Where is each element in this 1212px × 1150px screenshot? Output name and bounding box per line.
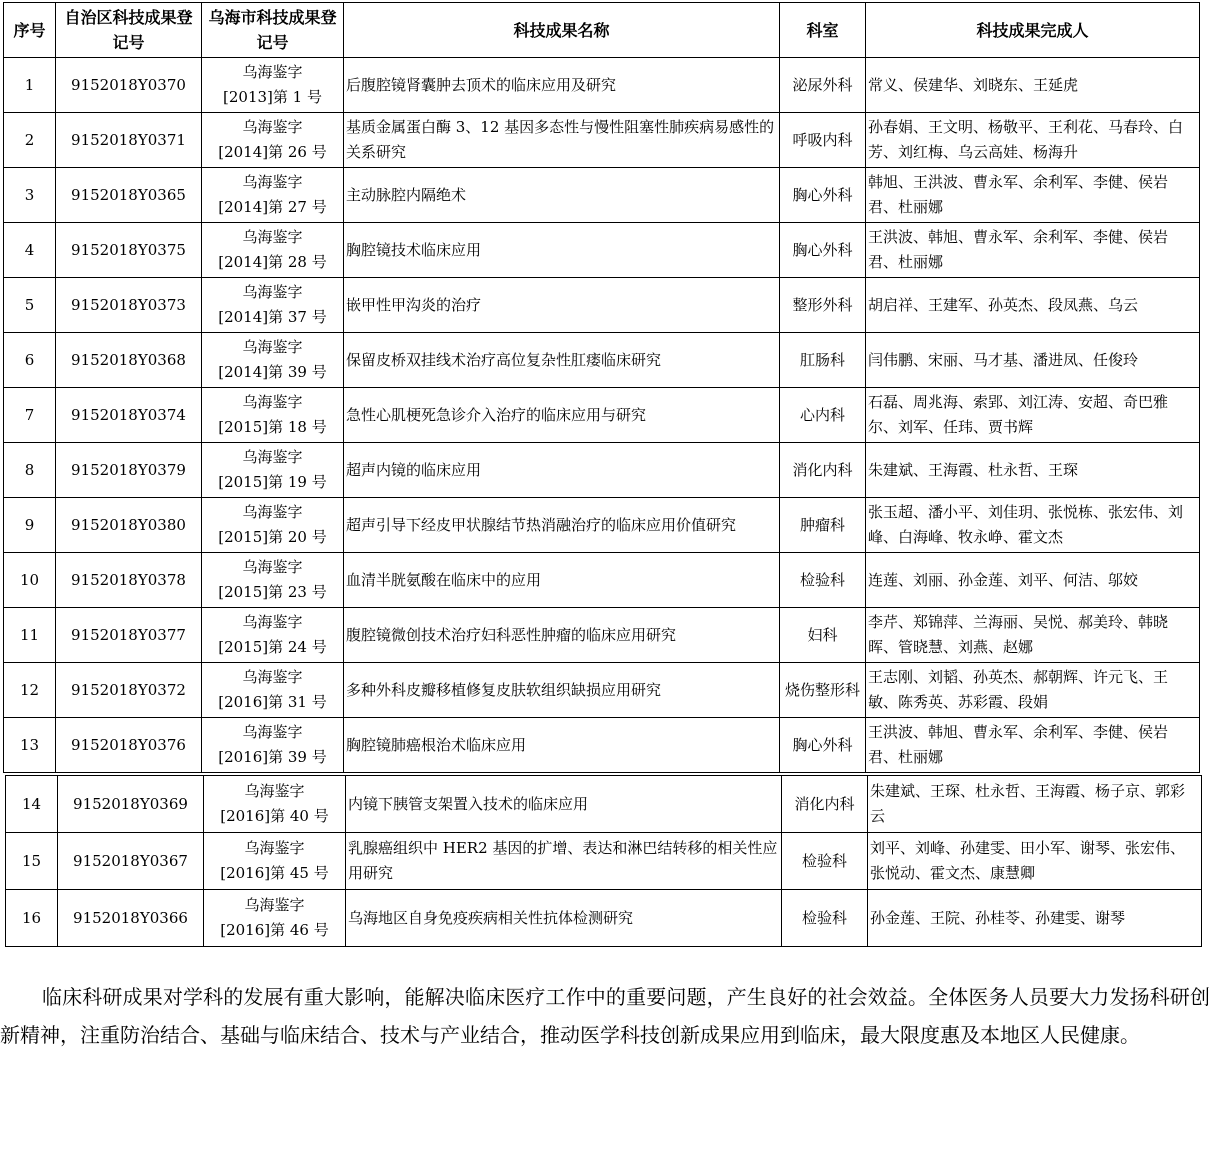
city-registration-number (202, 58, 344, 113)
table-row (4, 443, 1200, 498)
city-registration-number (202, 443, 344, 498)
row-number: 4 (4, 223, 56, 278)
table-row (4, 718, 1200, 773)
region-registration-number: 9152018Y0372 (56, 663, 202, 718)
achievement-name: 内镜下胰管支架置入技术的临床应用 (346, 776, 782, 833)
achievements-table-part1 (3, 2, 1200, 773)
row-number: 16 (6, 890, 58, 947)
table-row (4, 278, 1200, 333)
department: 烧伤整形科 (780, 663, 866, 718)
city-registration-number (204, 776, 346, 833)
table-row (6, 890, 1202, 947)
department: 整形外科 (780, 278, 866, 333)
city-ref-prefix: 乌海鉴字 (244, 782, 305, 800)
city-ref-number: [2014]第 28 号 (218, 253, 327, 271)
city-ref-prefix: 乌海鉴字 (242, 393, 303, 411)
city-registration-number (202, 498, 344, 553)
table-row (4, 113, 1200, 168)
achievement-name: 乌海地区自身免疫疾病相关性抗体检测研究 (346, 890, 782, 947)
achievement-name: 急性心肌梗死急诊介入治疗的临床应用与研究 (344, 388, 780, 443)
city-ref-number: [2016]第 39 号 (218, 748, 327, 766)
table-row (6, 833, 1202, 890)
achievement-name: 保留皮桥双挂线术治疗高位复杂性肛瘘临床研究 (344, 333, 780, 388)
header-city-reg: 乌海市科技成果登记号 (202, 3, 344, 58)
city-registration-number (204, 833, 346, 890)
table-row (4, 333, 1200, 388)
achievement-name: 乳腺癌组织中 HER2 基因的扩增、表达和淋巴结转移的相关性应用研究 (346, 833, 782, 890)
city-ref-number: [2013]第 1 号 (223, 88, 322, 106)
completers: 王洪波、韩旭、曹永军、余利军、李健、侯岩君、杜丽娜 (866, 718, 1200, 773)
achievement-name: 后腹腔镜肾囊肿去顶术的临床应用及研究 (344, 58, 780, 113)
table-row (4, 388, 1200, 443)
row-number: 6 (4, 333, 56, 388)
table-row (4, 223, 1200, 278)
city-ref-number: [2015]第 23 号 (218, 583, 327, 601)
city-registration-number (202, 663, 344, 718)
city-ref-number: [2014]第 26 号 (218, 143, 327, 161)
city-ref-number: [2016]第 46 号 (220, 921, 329, 939)
city-ref-prefix: 乌海鉴字 (242, 173, 303, 191)
table-row (4, 663, 1200, 718)
row-number: 11 (4, 608, 56, 663)
region-registration-number: 9152018Y0366 (58, 890, 204, 947)
city-registration-number (202, 113, 344, 168)
city-ref-number: [2015]第 18 号 (218, 418, 327, 436)
city-ref-prefix: 乌海鉴字 (242, 228, 303, 246)
city-ref-prefix: 乌海鉴字 (242, 283, 303, 301)
achievement-name: 基质金属蛋白酶 3、12 基因多态性与慢性阻塞性肺疾病易感性的关系研究 (344, 113, 780, 168)
department: 胸心外科 (780, 223, 866, 278)
region-registration-number: 9152018Y0368 (56, 333, 202, 388)
row-number: 8 (4, 443, 56, 498)
row-number: 10 (4, 553, 56, 608)
achievement-name: 嵌甲性甲沟炎的治疗 (344, 278, 780, 333)
row-number: 5 (4, 278, 56, 333)
city-ref-prefix: 乌海鉴字 (242, 503, 303, 521)
completers: 张玉超、潘小平、刘佳玥、张悦栋、张宏伟、刘峰、白海峰、牧永峥、霍文杰 (866, 498, 1200, 553)
completers: 连莲、刘丽、孙金莲、刘平、何洁、邬姣 (866, 553, 1200, 608)
closing-paragraph: 临床科研成果对学科的发展有重大影响，能解决临床医疗工作中的重要问题，产生良好的社会效益。全体医务人员要大力发扬科研创新精神，注重防治结合、基础与临床结合、技术与产业结合，推动医学科技创新成果应用到临床，最大限度惠及本地区人民健康。 (0, 985, 1210, 1047)
achievement-name: 腹腔镜微创技术治疗妇科恶性肿瘤的临床应用研究 (344, 608, 780, 663)
city-registration-number (202, 223, 344, 278)
achievement-name: 胸腔镜技术临床应用 (344, 223, 780, 278)
region-registration-number: 9152018Y0379 (56, 443, 202, 498)
table-row (4, 498, 1200, 553)
header-dept: 科室 (780, 3, 866, 58)
completers: 孙春娟、王文明、杨敬平、王利花、马春玲、白芳、刘红梅、乌云高娃、杨海升 (866, 113, 1200, 168)
table-row (4, 608, 1200, 663)
department: 消化内科 (782, 776, 868, 833)
achievement-name: 超声引导下经皮甲状腺结节热消融治疗的临床应用价值研究 (344, 498, 780, 553)
region-registration-number: 9152018Y0365 (56, 168, 202, 223)
city-registration-number (202, 333, 344, 388)
completers: 朱建斌、王海霞、杜永哲、王琛 (866, 443, 1200, 498)
city-ref-prefix: 乌海鉴字 (244, 896, 305, 914)
region-registration-number: 9152018Y0378 (56, 553, 202, 608)
region-registration-number: 9152018Y0370 (56, 58, 202, 113)
department: 消化内科 (780, 443, 866, 498)
row-number: 13 (4, 718, 56, 773)
row-number: 14 (6, 776, 58, 833)
achievement-name: 多种外科皮瓣移植修复皮肤软组织缺损应用研究 (344, 663, 780, 718)
department: 检验科 (782, 833, 868, 890)
row-number: 7 (4, 388, 56, 443)
completers: 李芹、郑锦萍、兰海丽、吴悦、郝美玲、韩晓晖、管晓慧、刘燕、赵娜 (866, 608, 1200, 663)
region-registration-number: 9152018Y0373 (56, 278, 202, 333)
city-ref-prefix: 乌海鉴字 (242, 338, 303, 356)
city-ref-prefix: 乌海鉴字 (242, 448, 303, 466)
completers: 石磊、周兆海、索郢、刘江涛、安超、奇巴雅尔、刘军、任玮、贾书辉 (866, 388, 1200, 443)
city-ref-number: [2014]第 27 号 (218, 198, 327, 216)
region-registration-number: 9152018Y0374 (56, 388, 202, 443)
header-region-reg: 自治区科技成果登记号 (56, 3, 202, 58)
completers: 孙金莲、王院、孙桂苓、孙建雯、谢琴 (868, 890, 1202, 947)
completers: 朱建斌、王琛、杜永哲、王海霞、杨子京、郭彩云 (868, 776, 1202, 833)
city-registration-number (204, 890, 346, 947)
department: 心内科 (780, 388, 866, 443)
city-registration-number (202, 553, 344, 608)
completers: 刘平、刘峰、孙建雯、田小军、谢琴、张宏伟、张悦动、霍文杰、康慧卿 (868, 833, 1202, 890)
city-ref-number: [2014]第 37 号 (218, 308, 327, 326)
city-registration-number (202, 718, 344, 773)
table-header-row (4, 3, 1200, 58)
achievement-name: 胸腔镜肺癌根治术临床应用 (344, 718, 780, 773)
achievement-name: 主动脉腔内隔绝术 (344, 168, 780, 223)
completers: 常义、侯建华、刘晓东、王延虎 (866, 58, 1200, 113)
city-registration-number (202, 168, 344, 223)
city-ref-prefix: 乌海鉴字 (242, 613, 303, 631)
city-registration-number (202, 388, 344, 443)
region-registration-number: 9152018Y0375 (56, 223, 202, 278)
city-ref-prefix: 乌海鉴字 (242, 558, 303, 576)
achievements-table-part2 (5, 775, 1202, 947)
department: 检验科 (780, 553, 866, 608)
achievement-name: 血清半胱氨酸在临床中的应用 (344, 553, 780, 608)
city-registration-number (202, 608, 344, 663)
department: 肿瘤科 (780, 498, 866, 553)
completers: 王志刚、刘韬、孙英杰、郝朝辉、许元飞、王敏、陈秀英、苏彩霞、段娟 (866, 663, 1200, 718)
region-registration-number: 9152018Y0380 (56, 498, 202, 553)
department: 妇科 (780, 608, 866, 663)
table-row (4, 553, 1200, 608)
completers: 闫伟鹏、宋丽、马才基、潘进凤、任俊玲 (866, 333, 1200, 388)
region-registration-number: 9152018Y0367 (58, 833, 204, 890)
table-row (4, 58, 1200, 113)
row-number: 2 (4, 113, 56, 168)
city-registration-number (202, 278, 344, 333)
department: 胸心外科 (780, 718, 866, 773)
city-ref-number: [2016]第 31 号 (218, 693, 327, 711)
department: 呼吸内科 (780, 113, 866, 168)
department: 检验科 (782, 890, 868, 947)
city-ref-number: [2016]第 45 号 (220, 864, 329, 882)
row-number: 12 (4, 663, 56, 718)
completers: 韩旭、王洪波、曹永军、余利军、李健、侯岩君、杜丽娜 (866, 168, 1200, 223)
city-ref-prefix: 乌海鉴字 (242, 63, 303, 81)
city-ref-number: [2016]第 40 号 (220, 807, 329, 825)
region-registration-number: 9152018Y0371 (56, 113, 202, 168)
city-ref-number: [2015]第 19 号 (218, 473, 327, 491)
city-ref-number: [2015]第 24 号 (218, 638, 327, 656)
city-ref-prefix: 乌海鉴字 (242, 723, 303, 741)
achievement-name: 超声内镜的临床应用 (344, 443, 780, 498)
row-number: 1 (4, 58, 56, 113)
city-ref-prefix: 乌海鉴字 (242, 668, 303, 686)
table-row (6, 776, 1202, 833)
row-number: 3 (4, 168, 56, 223)
header-name: 科技成果名称 (344, 3, 780, 58)
completers: 胡启祥、王建军、孙英杰、段凤燕、乌云 (866, 278, 1200, 333)
region-registration-number: 9152018Y0377 (56, 608, 202, 663)
city-ref-prefix: 乌海鉴字 (244, 839, 305, 857)
region-registration-number: 9152018Y0376 (56, 718, 202, 773)
department: 胸心外科 (780, 168, 866, 223)
region-registration-number: 9152018Y0369 (58, 776, 204, 833)
row-number: 15 (6, 833, 58, 890)
department: 肛肠科 (780, 333, 866, 388)
row-number: 9 (4, 498, 56, 553)
city-ref-prefix: 乌海鉴字 (242, 118, 303, 136)
completers: 王洪波、韩旭、曹永军、余利军、李健、侯岩君、杜丽娜 (866, 223, 1200, 278)
city-ref-number: [2015]第 20 号 (218, 528, 327, 546)
table-row (4, 168, 1200, 223)
department: 泌尿外科 (780, 58, 866, 113)
header-no: 序号 (4, 3, 56, 58)
header-people: 科技成果完成人 (866, 3, 1200, 58)
city-ref-number: [2014]第 39 号 (218, 363, 327, 381)
